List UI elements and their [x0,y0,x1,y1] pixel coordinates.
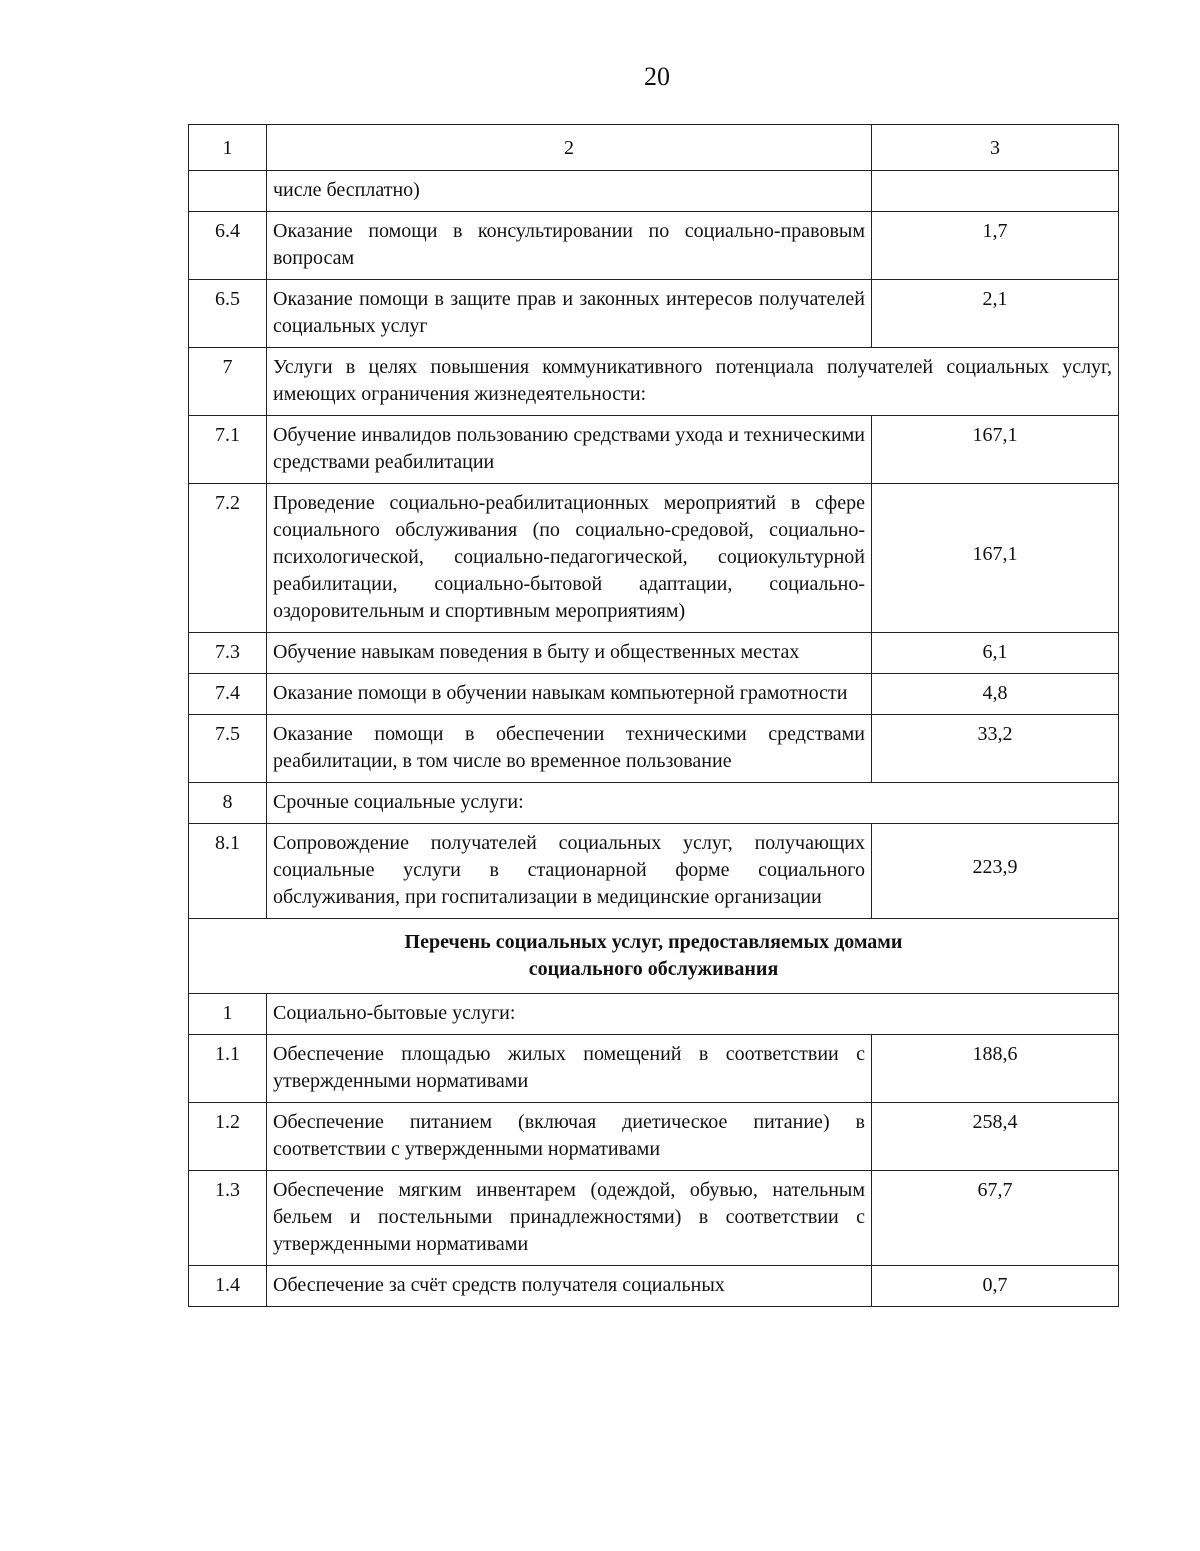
service-name: Обеспечение площадью жилых помещений в соответствии с утвержденными нормативами [267,1035,872,1103]
page-number: 20 [644,62,670,91]
tariff-value: 167,1 [872,416,1119,484]
table-row [189,416,1119,484]
header-col-1: 1 [189,125,267,171]
service-name: Обучение инвалидов пользованию средствами ухода и техническими средствами реабилитации [267,416,872,484]
service-name: Оказание помощи в обеспечении техническими средствами реабилитации, в том числе во временное пользование [267,715,872,783]
header-col-2: 2 [267,125,872,171]
service-name: Оказание помощи в защите прав и законных интересов получателей социальных услуг [267,280,872,348]
service-name: Обучение навыкам поведения в быту и общественных местах [267,633,872,674]
service-name: Сопровождение получателей социальных услуг, получающих социальные услуги в стационарной форме социального обслуживания, при госпитализации в медицинские организации [267,824,872,919]
tariff-value: 67,7 [872,1171,1119,1266]
row-number: 1 [189,994,267,1035]
row-number: 7.3 [189,633,267,674]
row-number: 7.1 [189,416,267,484]
row-number: 7.2 [189,484,267,633]
service-name: Оказание помощи в консультировании по социально-правовым вопросам [267,212,872,280]
table-row [189,994,1119,1035]
tariff-value: 33,2 [872,715,1119,783]
section-heading-row [189,919,1119,994]
tariff-value: 223,9 [872,824,1119,919]
service-name: Оказание помощи в обучении навыкам компьютерной грамотности [267,674,872,715]
table-row [189,1171,1119,1266]
table-row [189,212,1119,280]
table-header-row [189,125,1119,171]
row-number: 8.1 [189,824,267,919]
tariff-value: 258,4 [872,1103,1119,1171]
service-name: числе бесплатно) [267,171,872,212]
table-row [189,1103,1119,1171]
row-number: 6.5 [189,280,267,348]
row-number: 1.3 [189,1171,267,1266]
table-row [189,674,1119,715]
table-row [189,715,1119,783]
row-number: 8 [189,783,267,824]
tariff-value: 2,1 [872,280,1119,348]
tariff-value [872,171,1119,212]
service-name: Обеспечение питанием (включая диетическое питание) в соответствии с утвержденными нормативами [267,1103,872,1171]
table-row [189,348,1119,416]
tariff-value: 167,1 [872,484,1119,633]
service-name: Обеспечение мягким инвентарем (одеждой, обувью, нательным бельем и постельными принадлежностями) в соответствии с утвержденными нормативами [267,1171,872,1266]
section-heading [189,919,1119,994]
tariff-value: 4,8 [872,674,1119,715]
service-name: Проведение социально-реабилитационных мероприятий в сфере социального обслуживания (по социально-средовой, социально-психологической, социально-педагогической, социокультурной реабилитации, социально-бытовой адаптации, социально-оздоровительным и спортивным мероприятиям) [267,484,872,633]
services-table [188,124,1119,1307]
row-number: 1.1 [189,1035,267,1103]
service-name: Срочные социальные услуги: [267,783,1119,824]
header-col-3: 3 [872,125,1119,171]
section-heading-line-1: Перечень социальных услуг, предоставляемых домами [404,931,903,953]
section-heading-line-2: социального обслуживания [528,958,779,980]
service-name: Услуги в целях повышения коммуникативного потенциала получателей социальных услуг, имеющих ограничения жизнедеятельности: [267,348,1119,416]
row-number [189,171,267,212]
tariff-value: 0,7 [872,1266,1119,1307]
row-number: 1.4 [189,1266,267,1307]
table-row [189,783,1119,824]
table-row [189,280,1119,348]
table-row [189,1035,1119,1103]
row-number: 7 [189,348,267,416]
service-name: Социально-бытовые услуги: [267,994,1119,1035]
table-row [189,484,1119,633]
row-number: 7.5 [189,715,267,783]
table-row [189,1266,1119,1307]
tariff-value: 6,1 [872,633,1119,674]
table-row [189,633,1119,674]
tariff-value: 1,7 [872,212,1119,280]
row-number: 7.4 [189,674,267,715]
row-number: 6.4 [189,212,267,280]
table-row [189,824,1119,919]
service-name: Обеспечение за счёт средств получателя социальных [267,1266,872,1307]
table-row [189,171,1119,212]
row-number: 1.2 [189,1103,267,1171]
tariff-value: 188,6 [872,1035,1119,1103]
